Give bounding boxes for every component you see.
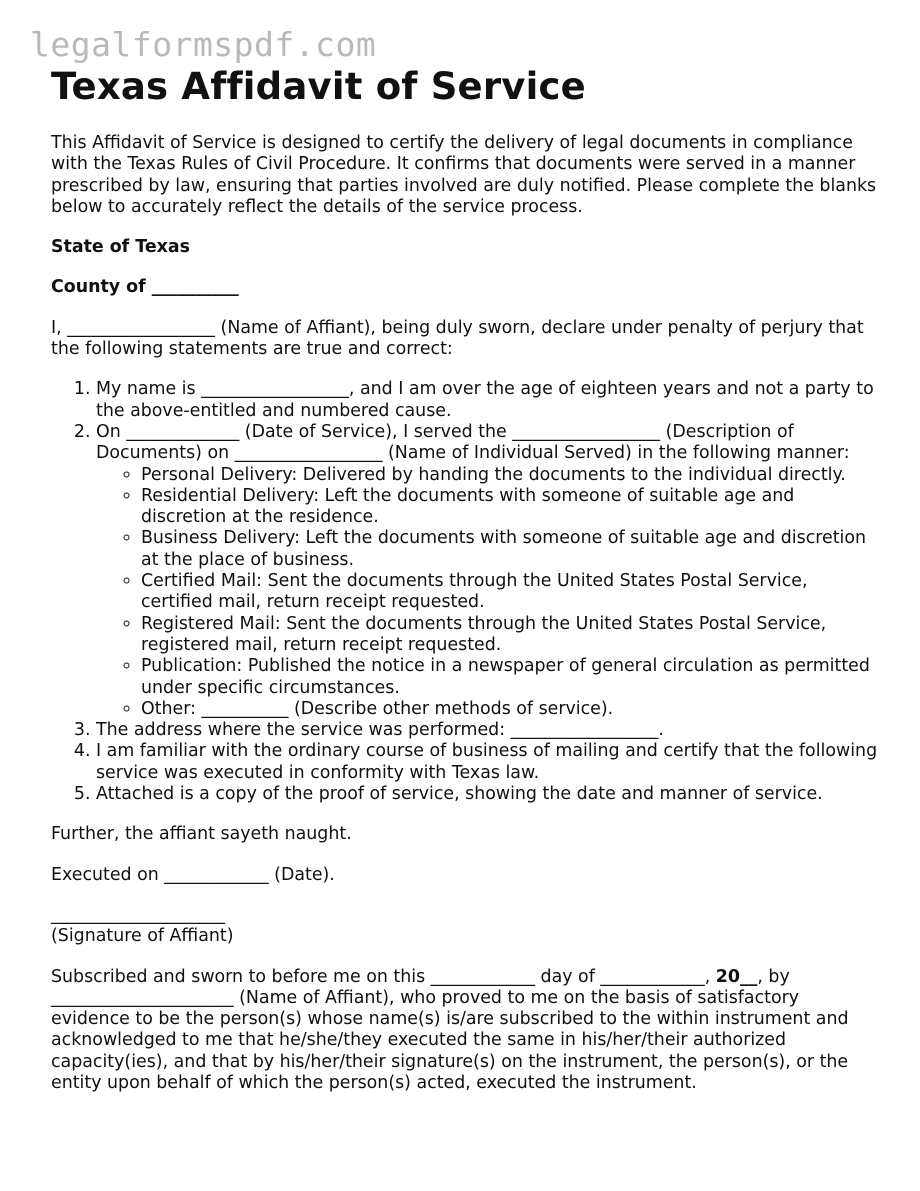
statement-text: I am familiar with the ordinary course of business of mailing and certify that the following service was executed in conformity with Texas law. <box>96 741 878 783</box>
service-method-item: ◦ Personal Delivery: Delivered by handing the documents to the individual directly. <box>141 465 881 486</box>
signature-line: ____________________ <box>51 904 225 925</box>
notary-year: 20__ <box>715 966 758 987</box>
service-method-list <box>96 465 881 721</box>
statement-list <box>51 379 881 805</box>
statement-item <box>96 784 881 805</box>
statement-text: The address where the service was performed: _________________. <box>96 720 664 741</box>
statement-text: On _____________ (Date of Service), I served the _________________ (Description of Documents) on _________________ (Name of Individual Served) in the following manner: <box>96 421 850 464</box>
signature-caption: (Signature of Affiant) <box>51 926 234 947</box>
executed-on-line: Executed on ____________ (Date). <box>51 864 335 885</box>
watermark-logo: legalformspdf.com <box>30 25 377 64</box>
state-line: State of Texas <box>51 237 190 258</box>
service-method-item: ◦ Registered Mail: Sent the documents through the United States Postal Service, registered mail, return receipt requested. <box>141 614 881 657</box>
further-statement: Further, the affiant sayeth naught. <box>51 824 352 845</box>
county-line: County of __________ <box>51 277 239 298</box>
notary-paragraph <box>51 967 881 1095</box>
service-method-item: ◦ Publication: Published the notice in a newspaper of general circulation as permitted under specific circumstances. <box>141 656 881 699</box>
statement-item <box>96 720 881 741</box>
intro-paragraph: This Affidavit of Service is designed to certify the delivery of legal documents in compliance with the Texas Rules of Civil Procedure. It confirms that documents were served in a manner prescribed by law, ensuring that parties involved are duly notified. Please complete the blanks below to accurately reflect the details of the service process. <box>51 133 877 217</box>
statement-item <box>96 422 881 720</box>
service-method-item: ◦ Other: __________ (Describe other methods of service). <box>141 699 881 720</box>
statement-text: Attached is a copy of the proof of service, showing the date and manner of service. <box>96 784 823 805</box>
statement-item <box>96 741 881 784</box>
service-method-item: ◦ Residential Delivery: Left the documents with someone of suitable age and discretion at the residence. <box>141 486 881 529</box>
affiant-declaration: I, _________________ (Name of Affiant), being duly sworn, declare under penalty of perjury that the following statements are true and correct: <box>51 317 864 360</box>
notary-text-end: , by _____________________ (Name of Affiant), who proved to me on the basis of satisfactory evidence to be the person(s) whose name(s) is/are subscribed to the within instrument and acknowledged to me that he/she/they executed the same in his/her/their authorized capacity(ies), and that by his/her/their signature(s) on the instrument, the person(s), or the entity upon behalf of which the person(s) acted, executed the instrument. <box>51 966 849 1093</box>
statement-item <box>96 379 881 422</box>
document-body <box>51 64 881 1094</box>
statement-text: My name is _________________, and I am over the age of eighteen years and not a party to the above-entitled and numbered cause. <box>96 379 874 421</box>
document-title: Texas Affidavit of Service <box>51 65 586 108</box>
notary-text-start: Subscribed and sworn to before me on this ____________ day of ____________, <box>51 966 716 987</box>
service-method-item: ◦ Certified Mail: Sent the documents through the United States Postal Service, certified mail, return receipt requested. <box>141 571 881 614</box>
service-method-item: ◦ Business Delivery: Left the documents with someone of suitable age and discretion at the place of business. <box>141 528 881 571</box>
